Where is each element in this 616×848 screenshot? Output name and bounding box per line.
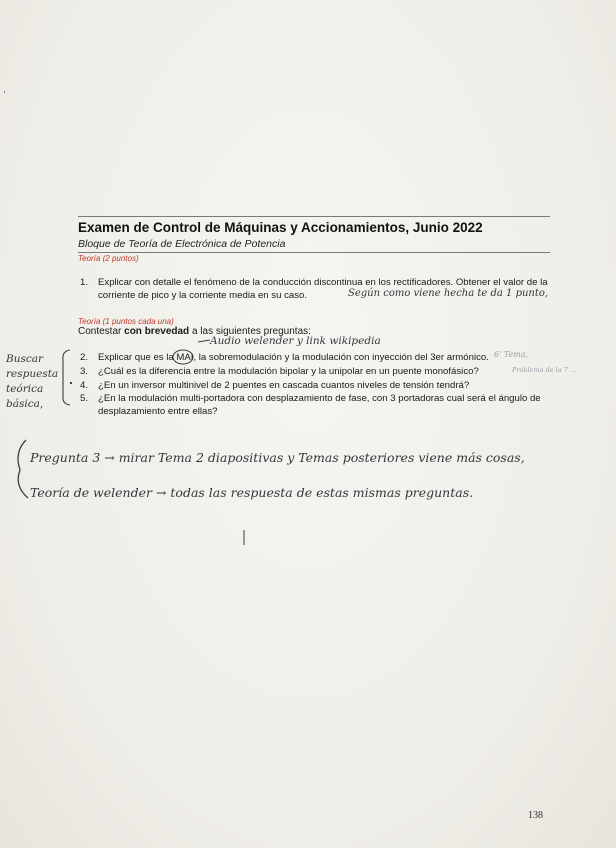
handwritten-margin-q3: Problema de la 7 ... xyxy=(512,366,577,374)
question-number: 1. xyxy=(80,277,89,288)
bracket-mark xyxy=(63,350,70,405)
question-number: 5. xyxy=(80,393,89,404)
question-text: ¿En la modulación multi-portadora con desplazamiento de fase, con 3 portadoras cual será el ángulo de desplazamiento entre ellas? xyxy=(98,393,541,417)
question-text: Explicar que es la MAI, la sobremodulación y la modulación con inyección del 3er armónico. xyxy=(98,352,489,363)
bold-emphasis: con brevedad xyxy=(124,326,190,337)
exam-subtitle: Bloque de Teoría de Electrónica de Potencia xyxy=(78,238,286,250)
section2-label: Teoría (1 puntos cada una) xyxy=(78,317,174,326)
exam-title: Examen de Control de Máquinas y Accionamientos, Junio 2022 xyxy=(78,220,483,235)
question-number: 3. xyxy=(80,366,89,377)
handwritten-note-q1: Según como viene hecha te da 1 punto, xyxy=(348,288,549,299)
brace-mark xyxy=(18,440,28,498)
page-number: 138 xyxy=(528,810,543,821)
section2-instruction: Contestar con brevedad a las siguientes preguntas: xyxy=(78,326,311,337)
handwritten-side-note: Buscar respuesta teórica básica, xyxy=(6,353,59,410)
question-text: ¿Cuál es la diferencia entre la modulación bipolar y la unipolar en un puente monofásico? xyxy=(98,366,479,377)
circle-mark xyxy=(173,350,193,364)
arrow-mark xyxy=(198,340,210,342)
handwritten-note-1: Pregunta 3 → mirar Tema 2 diapositivas y Temas posteriores viene más cosas, xyxy=(30,450,525,465)
section1-label: Teoría (2 puntos) xyxy=(78,254,139,263)
question-number: 4. xyxy=(80,380,89,391)
question-number: 2. xyxy=(80,352,89,363)
handwritten-note-2: Teoría de welender → todas las respuesta de estas mismas preguntas. xyxy=(30,485,474,500)
handwritten-note-above-q2: Audio welender y link wikipedia xyxy=(210,335,381,347)
handwritten-margin-q2: 6' Tema, xyxy=(494,350,529,359)
question-text: Explicar con detalle el fenómeno de la conducción discontinua en los rectificadores. Obtener el valor de la corriente de pico y la corriente media en su caso. xyxy=(98,277,548,301)
question-text: ¿En un inversor multinivel de 2 puentes en cascada cuantos niveles de tensión tendrá? xyxy=(98,380,470,391)
